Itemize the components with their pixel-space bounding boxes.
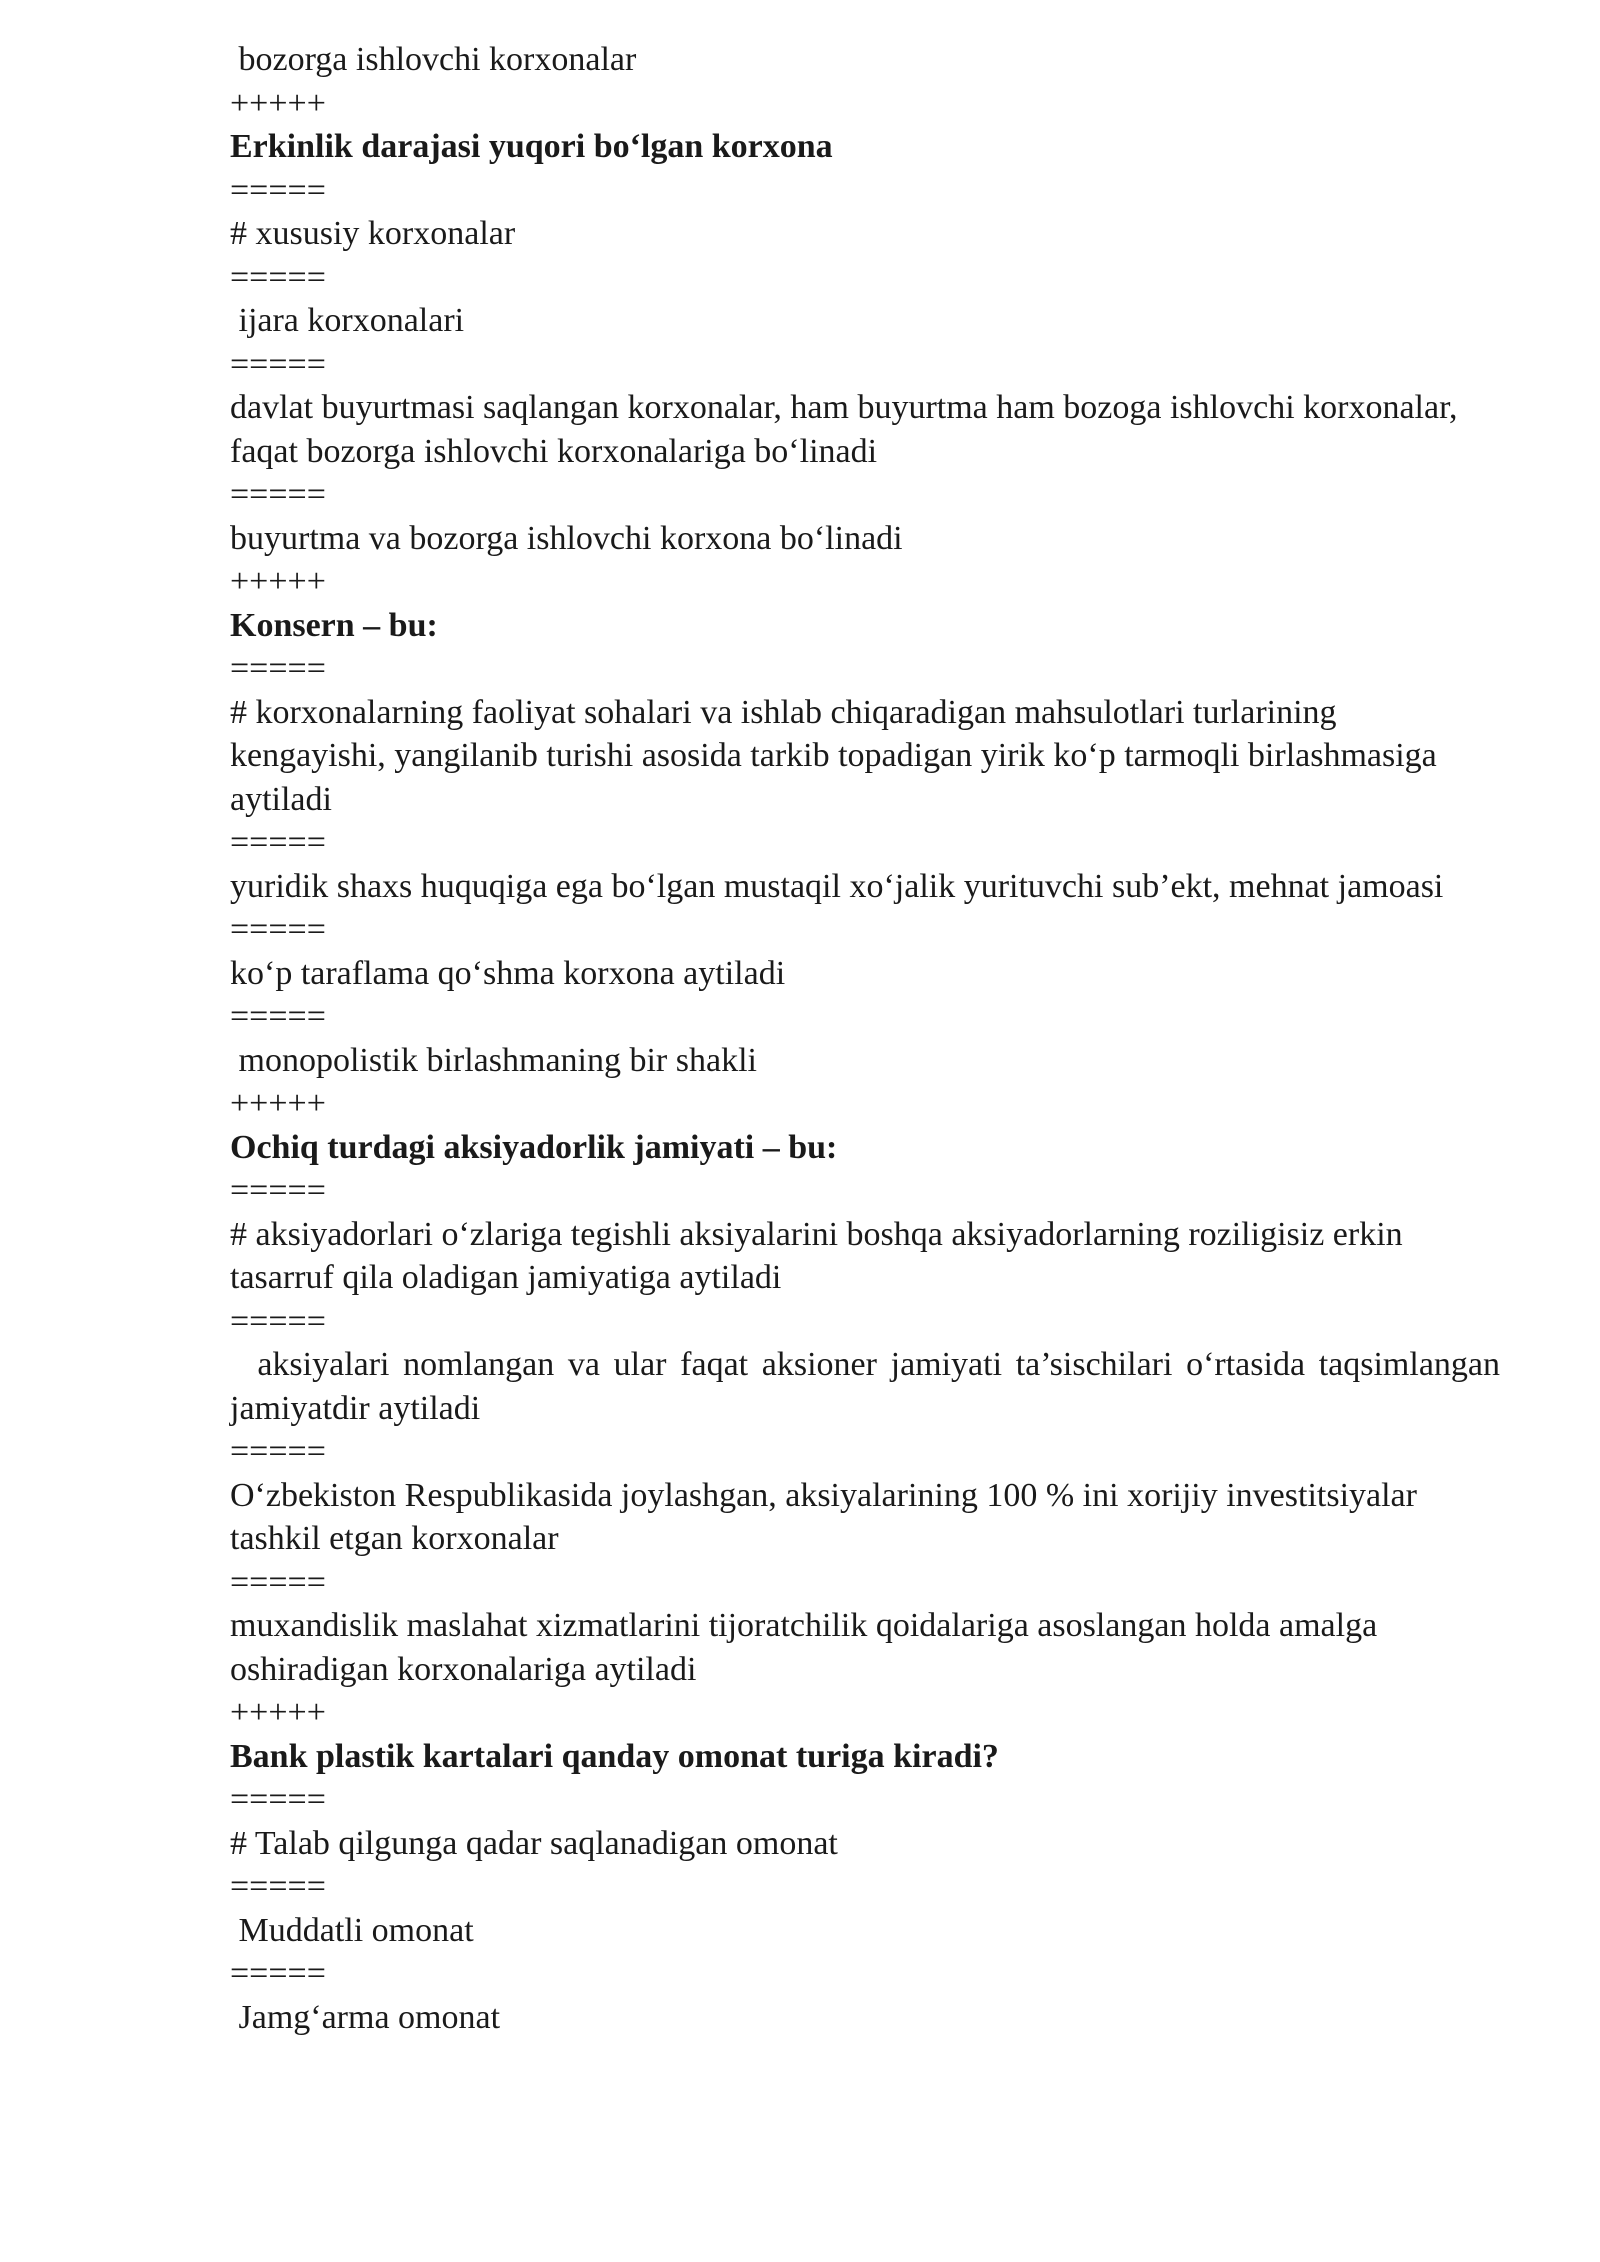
question-heading: Bank plastik kartalari qanday omonat turiga kiradi? xyxy=(230,1737,999,1775)
question-separator: +++++ xyxy=(230,1694,326,1731)
answer-option-correct: # Talab qilgunga qadar saqlanadigan omonat xyxy=(230,1824,838,1862)
answer-option: muxandislik maslahat xizmatlarini tijoratchilik qoidalariga asoslangan holda amalga oshiradigan korxonalariga aytiladi xyxy=(230,1607,1386,1688)
document-page xyxy=(230,38,1509,2039)
option-separator: ===== xyxy=(230,650,326,687)
answer-option-correct: # xususiy korxonalar xyxy=(230,215,516,252)
question-separator: +++++ xyxy=(230,563,326,600)
question-heading: Konsern – bu: xyxy=(230,606,438,644)
answer-option: aksiyalari nomlangan va ular faqat aksioner jamiyati ta’sischilari oʻrtasida taqsimlangan jamiyatdir aytiladi xyxy=(230,1346,1509,1427)
question-separator: +++++ xyxy=(230,1085,326,1122)
option-separator: ===== xyxy=(230,1172,326,1209)
answer-option: buyurtma va bozorga ishlovchi korxona boʻlinadi xyxy=(230,519,903,557)
answer-option: davlat buyurtmasi saqlangan korxonalar, ham buyurtma ham bozoga ishlovchi korxonalar, faqat bozorga ishlovchi korxonalariga boʻlinadi xyxy=(230,389,1467,470)
answer-option-correct: # korxonalarning faoliyat sohalari va ishlab chiqaradigan mahsulotlari turlarining kengayishi, yangilanib turishi asosida tarkib topadigan yirik koʻp tarmoqli birlashmasiga aytiladi xyxy=(230,693,1446,818)
option-separator: ===== xyxy=(230,345,326,383)
option-separator: ===== xyxy=(230,1302,326,1340)
option-separator: ===== xyxy=(230,1433,326,1470)
question-heading: Erkinlik darajasi yuqori boʻlgan korxona xyxy=(230,128,833,165)
question-heading: Ochiq turdagi aksiyadorlik jamiyati – bu: xyxy=(230,1128,838,1166)
answer-option-correct: # aksiyadorlari oʻzlariga tegishli aksiyalarini boshqa aksiyadorlarning roziligisiz erkin tasarruf qila oladigan jamiyatiga aytiladi xyxy=(230,1215,1412,1296)
answer-option: ijara korxonalari xyxy=(230,302,465,339)
answer-option: koʻp taraflama qoʻshma korxona aytiladi xyxy=(230,954,786,992)
option-separator: ===== xyxy=(230,824,326,861)
option-separator: ===== xyxy=(230,911,326,948)
option-separator: ===== xyxy=(230,1868,326,1905)
answer-option: monopolistik birlashmaning bir shakli xyxy=(230,1041,757,1079)
answer-option: Jamgʻarma omonat xyxy=(230,1998,501,2036)
option-separator: ===== xyxy=(230,1563,326,1601)
option-separator: ===== xyxy=(230,998,326,1035)
answer-option: bozorga ishlovchi korxonalar xyxy=(230,41,637,78)
option-separator: ===== xyxy=(230,171,326,209)
option-separator: ===== xyxy=(230,1955,326,1992)
option-separator: ===== xyxy=(230,258,326,296)
answer-option: yuridik shaxs huquqiga ega boʻlgan mustaqil xoʻjalik yurituvchi sub’ekt, mehnat jamoasi xyxy=(230,867,1444,905)
answer-option: Oʻzbekiston Respublikasida joylashgan, aksiyalarining 100 % ini xorijiy investitsiyalar tashkil etgan korxonalar xyxy=(230,1476,1426,1557)
answer-option: Muddatli omonat xyxy=(230,1911,474,1949)
option-separator: ===== xyxy=(230,476,326,513)
question-separator: +++++ xyxy=(230,84,326,122)
option-separator: ===== xyxy=(230,1781,326,1818)
